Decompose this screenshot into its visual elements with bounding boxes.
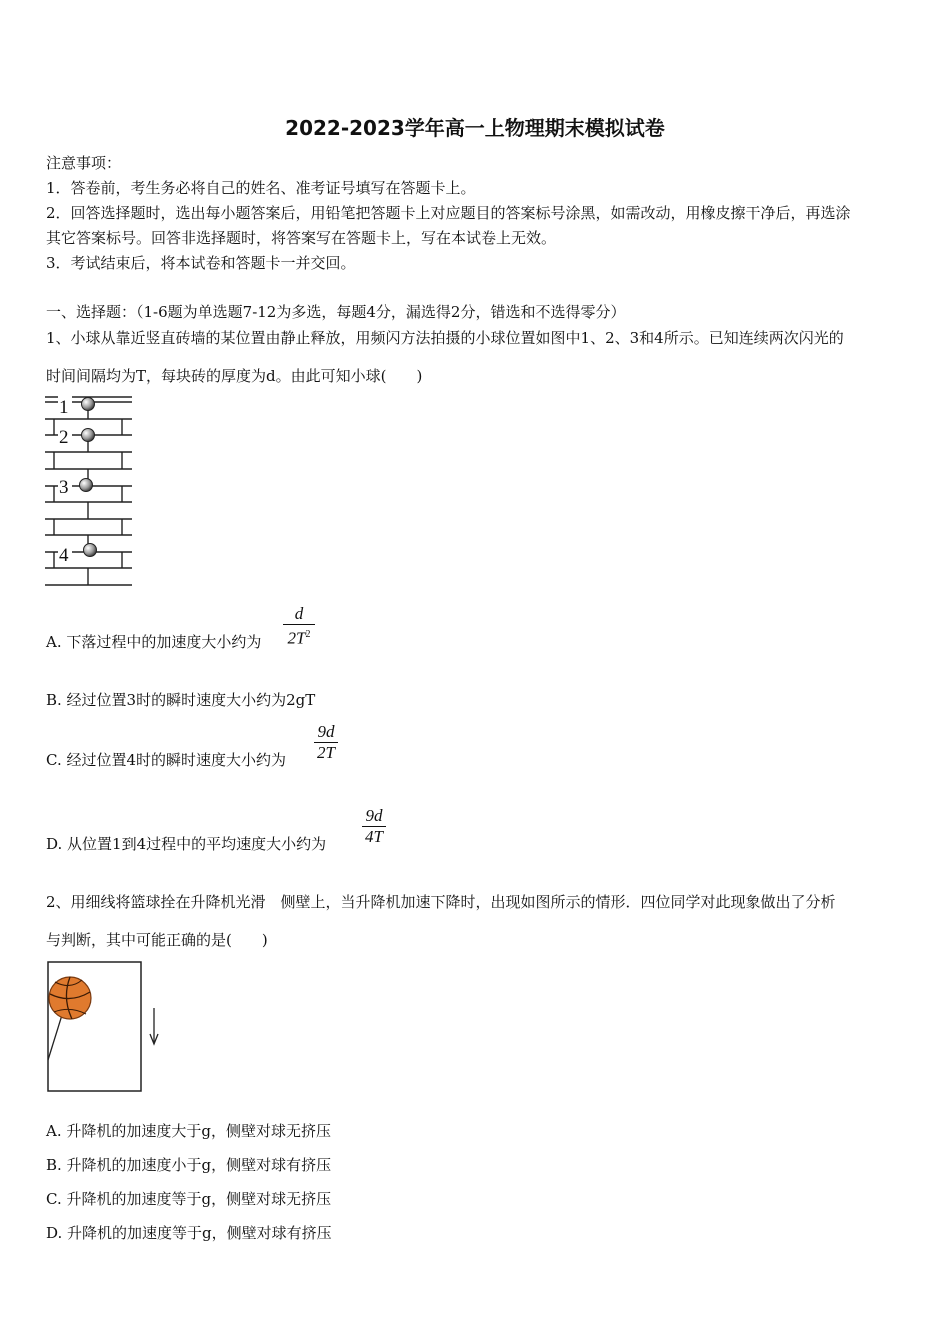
- down-arrow-icon: [150, 1008, 158, 1044]
- q1-option-c: C. 经过位置4时的瞬时速度大小约为: [46, 751, 287, 769]
- basketball-icon: [49, 977, 91, 1019]
- fraction-numerator: 9d: [317, 722, 335, 741]
- q1-stem-line2: 时间间隔均为T，每块砖的厚度为d。由此可知小球( ): [46, 367, 423, 385]
- ball-position-1: [82, 398, 95, 411]
- q1-option-d: D. 从位置1到4过程中的平均速度大小约为: [46, 835, 327, 853]
- q2-stem-line2: 与判断，其中可能正确的是( ): [46, 931, 268, 949]
- ball-position-4: [84, 544, 97, 557]
- q1-option-d-fraction: [362, 806, 386, 847]
- fraction-denominator: [283, 625, 315, 649]
- q2-option-b: B. 升降机的加速度小于g，侧壁对球有挤压: [46, 1156, 332, 1174]
- fraction-numerator: d: [294, 604, 304, 623]
- fraction-denominator: 4T: [365, 827, 383, 846]
- q2-option-a: A. 升降机的加速度大于g，侧壁对球无挤压: [46, 1122, 331, 1140]
- q1-stem-line1: 1、小球从靠近竖直砖墙的某位置由静止释放，用频闪方法拍摄的小球位置如图中1、2、3和4所示。已知连续两次闪光的: [46, 329, 844, 347]
- notice-heading: 注意事项：: [46, 154, 122, 172]
- denominator-text: 2T: [287, 628, 306, 648]
- ball-label-3: 3: [59, 477, 69, 498]
- q1-option-a-fraction: [283, 604, 315, 649]
- fraction-denominator: 2T: [317, 743, 335, 762]
- ball-label-1: 1: [59, 397, 69, 418]
- q1-option-b: B. 经过位置3时的瞬时速度大小约为2gT: [46, 691, 316, 709]
- page-title: 2022-2023学年高一上物理期末模拟试卷: [285, 116, 665, 140]
- notice-item-2-cont: 其它答案标号。回答非选择题时，将答案写在答题卡上，写在本试卷上无效。: [46, 229, 557, 247]
- ball-position-3: [80, 479, 93, 492]
- q2-stem-line1: 2、用细线将篮球拴在升降机光滑 侧壁上，当升降机加速下降时，出现如图所示的情形．四位同学对此现象做出了分析: [46, 893, 836, 911]
- notice-item-2: 2．回答选择题时，选出每小题答案后，用铅笔把答题卡上对应题目的答案标号涂黑，如需改动，用橡皮擦干净后，再选涂: [46, 204, 851, 222]
- ball-position-2: [82, 429, 95, 442]
- q2-option-d: D. 升降机的加速度等于g，侧壁对球有挤压: [46, 1224, 332, 1242]
- ball-label-4: 4: [59, 545, 69, 566]
- denominator-exponent: 2: [305, 629, 311, 640]
- section-heading: 一、选择题：（1-6题为单选题7-12为多选，每题4分，漏选得2分，错选和不选得零分）: [46, 303, 626, 321]
- notice-item-1: 1．答卷前，考生务必将自己的姓名、准考证号填写在答题卡上。: [46, 179, 476, 197]
- brick-wall-figure: [44, 392, 136, 588]
- q1-option-c-fraction: [314, 722, 338, 763]
- elevator-figure: [46, 960, 166, 1094]
- fraction-numerator: 9d: [365, 806, 383, 825]
- q1-option-a: A. 下落过程中的加速度大小约为: [46, 633, 262, 651]
- notice-item-3: 3．考试结束后，将本试卷和答题卡一并交回。: [46, 254, 356, 272]
- q2-option-c: C. 升降机的加速度等于g，侧壁对球无挤压: [46, 1190, 332, 1208]
- ball-label-2: 2: [59, 427, 69, 448]
